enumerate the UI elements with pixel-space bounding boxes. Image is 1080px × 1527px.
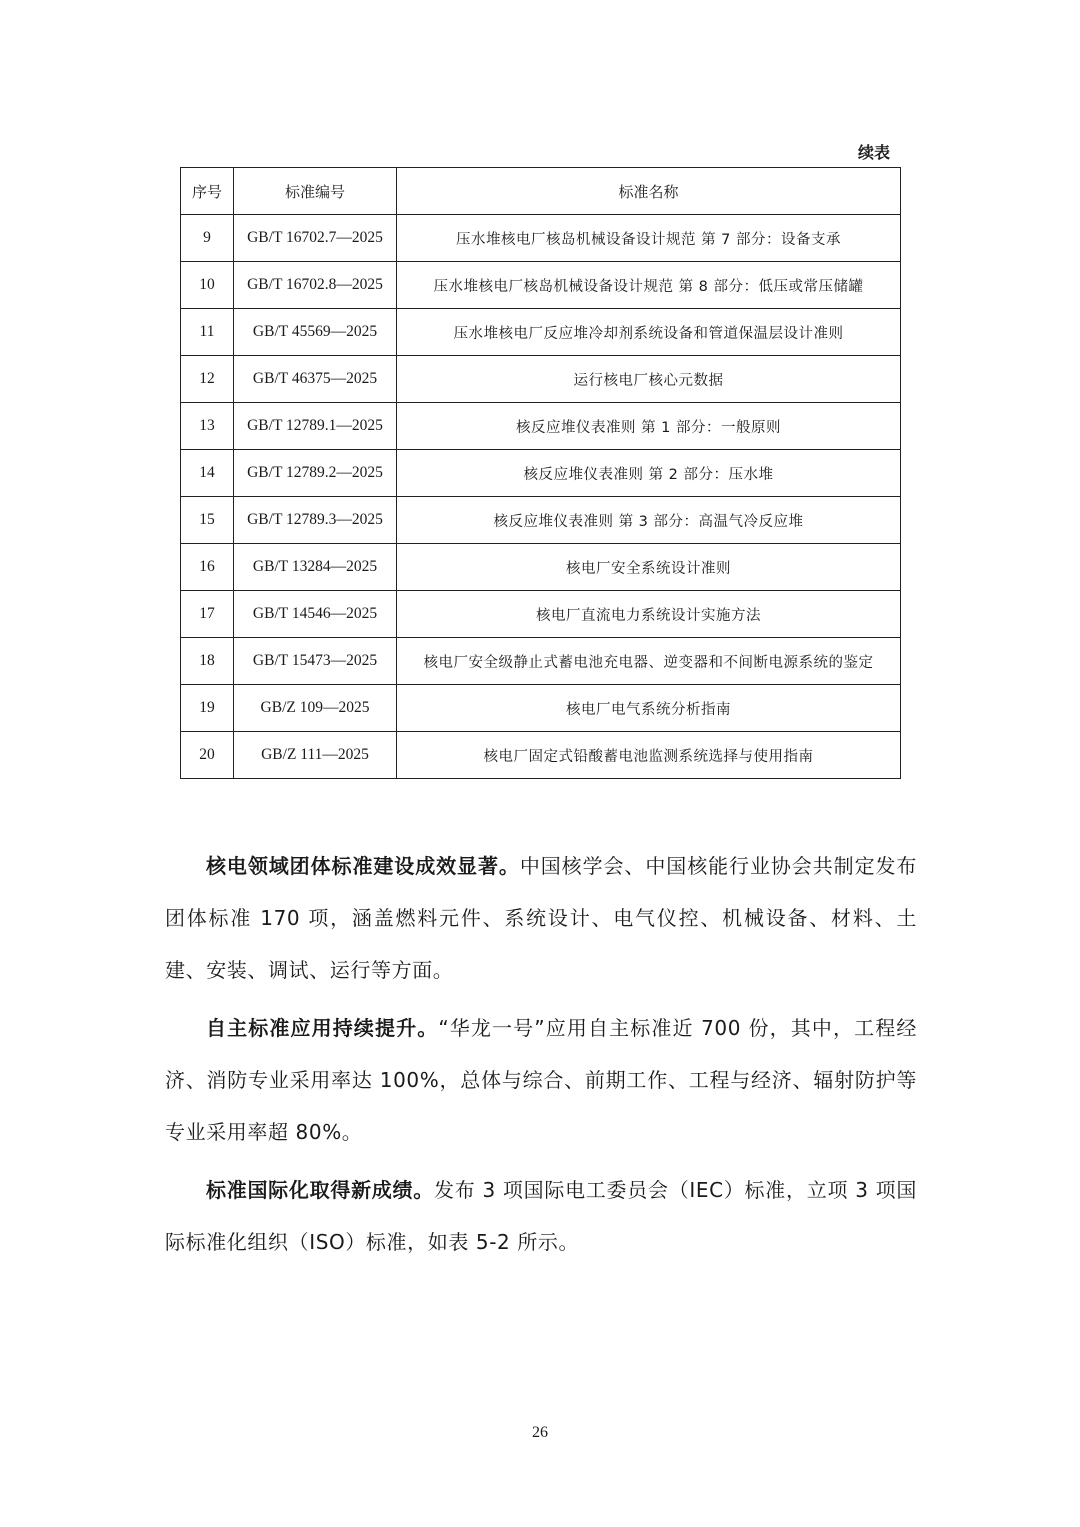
row-code: GB/T 45569—2025: [234, 309, 397, 356]
table-row: [181, 450, 901, 497]
table-header-row: [181, 168, 901, 215]
row-code: GB/T 12789.1—2025: [234, 403, 397, 450]
body-text: [165, 840, 917, 1274]
row-code: GB/T 16702.8—2025: [234, 262, 397, 309]
row-code: GB/T 12789.3—2025: [234, 497, 397, 544]
row-code: GB/T 14546—2025: [234, 591, 397, 638]
row-name: 运行核电厂核心元数据: [397, 356, 901, 403]
table-row: [181, 497, 901, 544]
paragraph-body: “华龙一号”应用自主标准近 700 份，其中，工程经济、消防专业采用率达 100%，总体与综合、前期工作、工程与经济、辐射防护等专业采用率超 80%。: [165, 1016, 917, 1144]
table-row: [181, 215, 901, 262]
row-code: GB/Z 111—2025: [234, 732, 397, 779]
row-index: 14: [181, 450, 234, 497]
row-code: GB/T 13284—2025: [234, 544, 397, 591]
table-row: [181, 732, 901, 779]
table-row: [181, 262, 901, 309]
table-row: [181, 403, 901, 450]
row-code: GB/Z 109—2025: [234, 685, 397, 732]
row-index: 17: [181, 591, 234, 638]
paragraph: [165, 1002, 917, 1158]
row-name: 核反应堆仪表准则 第 3 部分：高温气冷反应堆: [397, 497, 901, 544]
table-row: [181, 591, 901, 638]
table-caption-continued: 续表: [857, 143, 890, 162]
row-name: 核电厂安全系统设计准则: [397, 544, 901, 591]
header-name: 标准名称: [397, 168, 901, 215]
row-name: 核电厂电气系统分析指南: [397, 685, 901, 732]
paragraph-body: 中国核学会、中国核能行业协会共制定发布团体标准 170 项，涵盖燃料元件、系统设计、电气仪控、机械设备、材料、土建、安装、调试、运行等方面。: [165, 854, 918, 982]
row-index: 12: [181, 356, 234, 403]
paragraph: [165, 1164, 917, 1268]
table-row: [181, 638, 901, 685]
row-index: 15: [181, 497, 234, 544]
paragraph-body: 发布 3 项国际电工委员会（IEC）标准，立项 3 项国际标准化组织（ISO）标准，如表 5-2 所示。: [165, 1178, 917, 1254]
paragraph-lead: 自主标准应用持续提升。: [206, 1016, 439, 1040]
row-code: GB/T 12789.2—2025: [234, 450, 397, 497]
row-name: 压水堆核电厂反应堆冷却剂系统设备和管道保温层设计准则: [397, 309, 901, 356]
row-name: 核电厂固定式铅酸蓄电池监测系统选择与使用指南: [397, 732, 901, 779]
page-number: 26: [532, 1424, 548, 1441]
row-index: 16: [181, 544, 234, 591]
table-row: [181, 544, 901, 591]
paragraph-lead: 核电领域团体标准建设成效显著。: [206, 854, 520, 878]
row-name: 核电厂直流电力系统设计实施方法: [397, 591, 901, 638]
paragraph: [165, 840, 917, 996]
row-name: 压水堆核电厂核岛机械设备设计规范 第 7 部分：设备支承: [397, 215, 901, 262]
row-index: 13: [181, 403, 234, 450]
row-code: GB/T 46375—2025: [234, 356, 397, 403]
row-name: 核反应堆仪表准则 第 2 部分：压水堆: [397, 450, 901, 497]
row-name: 核反应堆仪表准则 第 1 部分：一般原则: [397, 403, 901, 450]
table-row: [181, 356, 901, 403]
row-index: 11: [181, 309, 234, 356]
row-index: 18: [181, 638, 234, 685]
standards-table: [180, 167, 901, 779]
row-name: 核电厂安全级静止式蓄电池充电器、逆变器和不间断电源系统的鉴定: [397, 638, 901, 685]
table-row: [181, 309, 901, 356]
row-index: 19: [181, 685, 234, 732]
row-name: 压水堆核电厂核岛机械设备设计规范 第 8 部分：低压或常压储罐: [397, 262, 901, 309]
row-index: 9: [181, 215, 234, 262]
row-code: GB/T 15473—2025: [234, 638, 397, 685]
row-index: 20: [181, 732, 234, 779]
header-code: 标准编号: [234, 168, 397, 215]
paragraph-lead: 标准国际化取得新成绩。: [206, 1178, 434, 1202]
header-index: 序号: [181, 168, 234, 215]
row-code: GB/T 16702.7—2025: [234, 215, 397, 262]
table-row: [181, 685, 901, 732]
row-index: 10: [181, 262, 234, 309]
